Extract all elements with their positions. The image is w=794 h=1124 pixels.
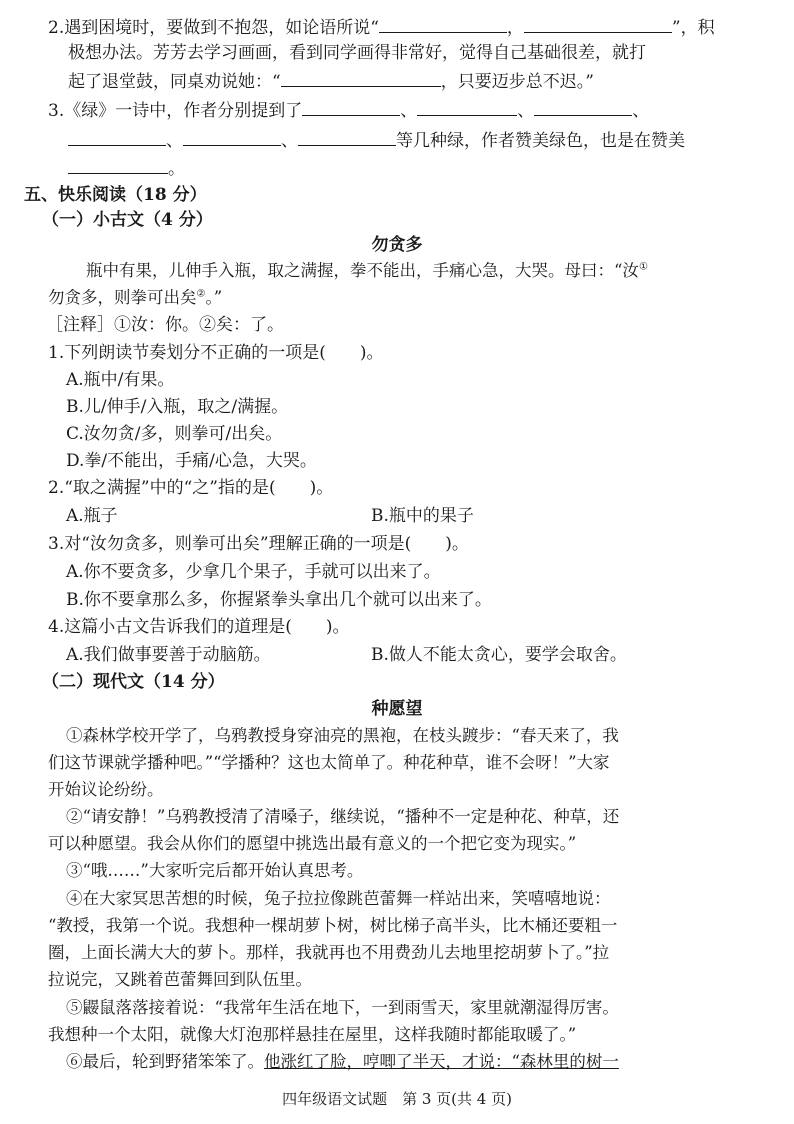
modern-title: 种愿望 — [371, 699, 423, 719]
question-text: 4.这篇小古文告诉我们的道理是( — [48, 617, 292, 637]
classical-note: ［注释］①汝：你。②矣：了。 — [46, 315, 284, 335]
separator: 、 — [281, 131, 298, 151]
answer-blank[interactable] — [183, 127, 281, 146]
answer-blank[interactable] — [68, 127, 166, 146]
separator: 、 — [400, 101, 418, 121]
fill-q3-line3 — [68, 155, 185, 181]
classical-text: 瓶中有果，儿伸手入瓶，取之满握，拳不能出，手痛心急，大哭。母曰：“汝 — [86, 261, 639, 280]
classical-text-line2 — [48, 286, 222, 310]
fill-q2-line2: 极想办法。芳芳去学习画画，看到同学画得非常好，觉得自己基础很差，就打 — [68, 43, 646, 63]
modern-text: ⑥最后，轮到野猪笨笨了。 — [66, 1052, 264, 1071]
part2-title: （二）现代文（14 分） — [42, 672, 225, 692]
question-2 — [48, 476, 333, 500]
answer-blank[interactable] — [302, 97, 400, 116]
question-4 — [48, 615, 350, 639]
q3-option-b: B.你不要拿那么多，你握紧拳头拿出几个就可以出来了。 — [66, 590, 492, 610]
modern-p4-line4: 拉说完，又跳着芭蕾舞回到队伍里。 — [48, 970, 312, 989]
fill-q2-text-b: ， — [506, 18, 524, 38]
fill-q2-line3 — [68, 68, 594, 94]
fill-q2-text-d: 起了退堂鼓，同桌劝说她：“ — [68, 72, 281, 92]
q2-option-a: A.瓶子 — [66, 506, 118, 526]
q4-option-b: B.做人不能太贪心，要学会取舍。 — [371, 645, 627, 665]
modern-p6-line1 — [66, 1050, 619, 1074]
question-3 — [48, 532, 469, 556]
classical-text: 勿贪多，则拳可出矣 — [48, 288, 197, 307]
modern-p2-line1: ②“请安静！”乌鸦教授清了清嗓子，继续说，“播种不一定是种花、种草，还 — [66, 807, 620, 826]
modern-p5-line1: ⑤鼹鼠落落接着说：“我常年生活在地下，一到雨雪天，家里就潮湿得厉害。 — [66, 998, 619, 1017]
modern-p4-line1: ④在大家冥思苦想的时候，兔子拉拉像跳芭蕾舞一样站出来，笑嘻嘻地说： — [66, 889, 611, 908]
fill-q2-text-a: 2.遇到困境时，要做到不抱怨，如论语所说“ — [48, 18, 379, 38]
modern-p4-line3: 圈，上面长满大大的萝卜。那样，我就再也不用费劲儿去地里挖胡萝卜了。”拉 — [48, 943, 610, 962]
answer-blank[interactable] — [281, 68, 441, 87]
q2-option-b: B.瓶中的果子 — [371, 506, 474, 526]
q1-option-b: B.儿/伸手/入瓶，取之/满握。 — [66, 397, 289, 417]
modern-p3-line1: ③“哦……”大家听完后都开始认真思考。 — [66, 861, 364, 880]
separator: 、 — [517, 101, 535, 121]
question-end: )。 — [359, 343, 384, 363]
answer-blank[interactable] — [524, 14, 672, 33]
classical-text-line1 — [86, 259, 648, 283]
answer-blank[interactable] — [417, 97, 517, 116]
fill-q2-text-c: ”，积 — [671, 18, 715, 38]
question-text: 2.“取之满握”中的“之”指的是( — [48, 478, 276, 498]
fill-q3-text-a: 3.《绿》一诗中，作者分别提到了 — [48, 101, 303, 121]
q1-option-c: C.汝勿贪/多，则拳可/出矣。 — [66, 424, 283, 444]
modern-p1-line3: 开始议论纷纷。 — [48, 780, 164, 799]
underlined-sentence: 他涨红了脸，哼唧了半天，才说：“森林里的树一 — [264, 1052, 619, 1071]
classical-title: 勿贪多 — [371, 235, 423, 255]
modern-p2-line2: 可以种愿望。我会从你们的愿望中挑选出最有意义的一个把它变为现实。” — [48, 834, 577, 853]
fill-q3-line1 — [48, 97, 649, 123]
q1-option-a: A.瓶中/有果。 — [66, 370, 175, 390]
page-footer: 四年级语文试题 第 3 页(共 4 页) — [282, 1090, 512, 1108]
answer-blank[interactable] — [298, 127, 396, 146]
classical-text: 。” — [205, 288, 223, 307]
fill-q2-text-e: ，只要迈步总不迟。” — [440, 72, 594, 92]
fill-q3-text-b: 等几种绿，作者赞美绿色，也是在赞美 — [396, 131, 685, 151]
question-text: 3.对“汝勿贪多，则拳可出矣”理解正确的一项是( — [48, 534, 412, 554]
modern-p4-line2: “教授，我第一个说。我想种一棵胡萝卜树，树比梯子高半头，比木桶还要粗一 — [48, 916, 618, 935]
section-title: 五、快乐阅读（18 分） — [24, 185, 207, 205]
footnote-mark: ① — [638, 261, 648, 273]
question-end: )。 — [445, 534, 469, 554]
fill-q2-line1 — [48, 14, 715, 40]
question-end: )。 — [325, 617, 350, 637]
separator: 、 — [632, 101, 650, 121]
question-end: )。 — [309, 478, 334, 498]
answer-blank[interactable] — [379, 14, 507, 33]
q4-option-a: A.我们做事要善于动脑筋。 — [66, 645, 271, 665]
modern-p1-line2: 们这节课就学播种吧。”“学播种？这也太简单了。种花种草，谁不会呀！”大家 — [48, 753, 610, 772]
footnote-mark: ② — [196, 288, 206, 300]
q1-option-d: D.拳/不能出，手痛/心急，大哭。 — [66, 451, 317, 471]
answer-blank[interactable] — [534, 97, 632, 116]
part1-title: （一）小古文（4 分） — [42, 210, 213, 230]
q3-option-a: A.你不要贪多，少拿几个果子，手就可以出来了。 — [66, 562, 441, 582]
fill-q3-end: 。 — [168, 159, 185, 179]
modern-p5-line2: 我想种一个太阳，就像大灯泡那样悬挂在屋里，这样我随时都能取暖了。” — [48, 1025, 577, 1044]
fill-q3-line2 — [68, 127, 685, 153]
separator: 、 — [166, 131, 183, 151]
question-text: 1.下列朗读节奏划分不正确的一项是( — [48, 343, 326, 363]
modern-p1-line1: ①森林学校开学了，乌鸦教授身穿油亮的黑袍，在枝头踱步：“春天来了，我 — [66, 726, 619, 745]
question-1 — [48, 341, 384, 365]
answer-blank[interactable] — [68, 155, 168, 174]
